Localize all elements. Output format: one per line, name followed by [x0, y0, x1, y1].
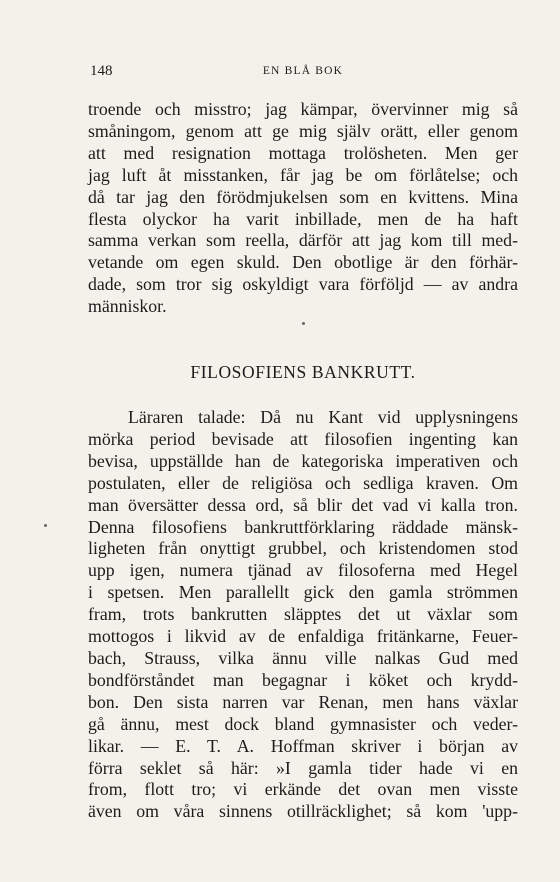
text-line: flesta olyckor ha varit inbillade, men de ha haft	[88, 208, 518, 229]
text-line: gå ännu, mest dock bland gymnasister och veder-	[88, 713, 518, 734]
text-line: dade, som tror sig oskyldigt vara förföljd — av andra	[88, 274, 518, 295]
text-line: man översätter dessa ord, så blir det vad vi kalla tron.	[88, 494, 518, 515]
print-speck	[302, 322, 305, 325]
text-line: bach, Strauss, vilka ännu ville nalkas Gud med	[88, 647, 518, 668]
page-header	[88, 63, 518, 83]
text-line: bevisa, uppställde han de kategoriska imperativen och	[88, 450, 518, 471]
text-line: Denna filosofiens bankruttförklaring räddade mänsk-	[88, 516, 518, 537]
page-number: 148	[90, 63, 113, 79]
text-line: fram, trots bankrutten släpptes det ut växlar som	[88, 604, 518, 625]
section-title: FILOSOFIENS BANKRUTT.	[190, 362, 416, 382]
text-line: mörka period bevisade att filosofien ingenting kan	[88, 428, 518, 449]
text-line: människor.	[88, 296, 167, 317]
text-line: likar. — E. T. A. Hoffman skriver i början av	[88, 735, 518, 756]
text-line: vetande om egen skuld. Den obotlige är den förhär-	[88, 252, 518, 273]
text-line: förra seklet så här: »I gamla tider hade vi en	[88, 757, 518, 778]
text-line: även om våra sinnens otillräcklighet; så kom 'upp-	[88, 801, 518, 822]
running-title: EN BLÅ BOK	[262, 65, 344, 77]
text-line: småningom, genom att ge mig själv orätt, eller genom	[88, 120, 518, 141]
text-line: samma verkan som reella, därför att jag kom till med-	[88, 230, 518, 251]
text-line: i spetsen. Men parallellt gick den gamla strömmen	[88, 582, 518, 603]
print-speck	[44, 524, 47, 527]
text-line: Läraren talade: Då nu Kant vid upplysningens	[128, 407, 518, 427]
paragraph-continuation	[88, 99, 518, 318]
text-line: upp igen, numera tjänad av filosoferna med Hegel	[88, 560, 518, 581]
text-line: att med resignation mottaga trolösheten. Men ger	[88, 142, 518, 163]
text-line: bondförståndet man begagnar i köket och krydd-	[88, 669, 518, 690]
text-line: jag luft åt misstanken, får jag be om förlåtelse; och	[88, 164, 518, 185]
text-line: mottogos i likvid av de enfaldiga fritänkarne, Feuer-	[88, 626, 518, 647]
paragraph-body	[88, 407, 518, 823]
text-line: ligheten från onyttigt grubbel, och kristendomen stod	[88, 538, 518, 559]
text-line: troende och misstro; jag kämpar, övervinner mig så	[88, 99, 518, 119]
text-line: postulaten, eller de religiösa och sedliga kraven. Om	[88, 472, 518, 493]
text-line: bon. Den sista narren var Renan, men hans växlar	[88, 691, 518, 712]
text-line: då tar jag den förödmjukelsen som en kvittens. Mina	[88, 186, 518, 207]
text-line: from, flott tro; vi erkände det ovan men visste	[88, 779, 518, 800]
